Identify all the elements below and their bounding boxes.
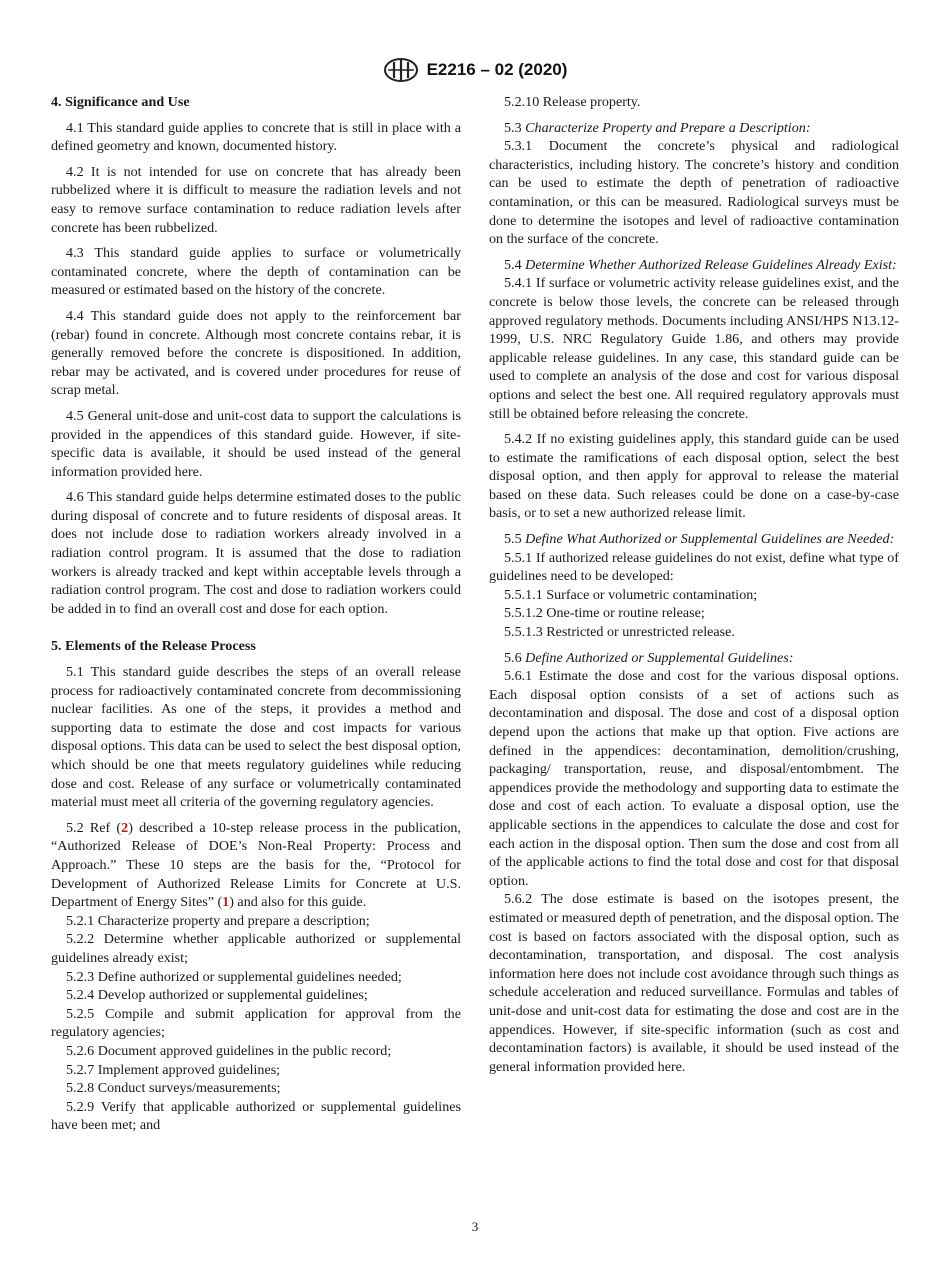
list-item: 5.5.1.1 Surface or volumetric contamination; <box>504 586 758 603</box>
subsection-heading: 5.4 Determine Whether Authorized Release Guidelines Already Exist: <box>504 256 897 273</box>
reference-link[interactable]: 2 <box>121 819 129 836</box>
standard-designation: E2216 – 02 (2020) <box>426 60 568 79</box>
list-item: 5.2.9 Verify that applicable authorized or supplemental guidelines have been met; and <box>51 1098 461 1134</box>
right-column <box>489 93 899 1076</box>
astm-logo-icon <box>383 57 419 83</box>
page-header <box>0 56 950 84</box>
subsection-heading: 5.3 Characterize Property and Prepare a Description: <box>504 119 811 136</box>
paragraph: 4.2 It is not intended for use on concrete that has already been rubbelized where it is difficult to measure the radiation levels and not easy to remove surface contamination to reduce radiation levels after concrete has been rubbelized. <box>51 163 461 236</box>
paragraph: 4.4 This standard guide does not apply to the reinforcement bar (rebar) found in concrete. Although most concrete contains rebar, it is generally removed before the concrete is dispositioned. In addition, rebar may be activated, and is covered under procedures for reuse of scrap metal. <box>51 307 461 399</box>
paragraph: 4.6 This standard guide helps determine estimated doses to the public during disposal of concrete and to future residents of disposal areas. It does not include dose to radiation workers already involved in a radiation control program. It is assumed that the dose to radiation workers is already tracked and kept within acceptable levels through a radiation control program. The cost and dose to radiation workers could be added in to find an overall cost and dose for each option. <box>51 489 461 617</box>
list-item: 5.2.7 Implement approved guidelines; <box>66 1061 281 1078</box>
subsection-heading: 5.5 Define What Authorized or Supplemental Guidelines are Needed: <box>504 531 895 548</box>
paragraph: 5.4.2 If no existing guidelines apply, this standard guide can be used to estimate the ramifications of each disposal option, select the best disposal option, and then apply for approval to release the material based on these data. Such releases could be done on a case-by-case basis, or to set a new authorized release limit. <box>489 431 899 522</box>
subsection-heading: 5.6 Define Authorized or Supplemental Guidelines: <box>504 649 794 666</box>
reference-link[interactable]: 1 <box>222 894 230 911</box>
list-item: 5.2.2 Determine whether applicable authorized or supplemental guidelines already exist; <box>51 931 461 966</box>
list-item: 5.2.5 Compile and submit application for approval from the regulatory agencies; <box>51 1005 461 1041</box>
paragraph: 4.3 This standard guide applies to surface or volumetrically contaminated concrete, where the depth of contamination can be measured or estimated based on the history of the concrete. <box>51 245 461 299</box>
list-item: 5.5.1.2 One-time or routine release; <box>504 605 705 622</box>
paragraph: 5.5.1 If authorized release guidelines do not exist, define what type of guidelines need to be developed: <box>489 549 899 585</box>
paragraph: 5.6.2 The dose estimate is based on the isotopes present, the estimated or measured depth of penetration, and the disposal option. The cost is based on factors associated with the disposal option, such as decontamination, transportation, and disposal. The cost analysis information here does not include cost avoidance through such things as schedule acceleration and reduced surveillance. Formulas and tables of unit-dose and unit-cost data for estimating the dose and cost are in the appendices. However, if site-specific information (such as cost and decontamination factors) is available, it should be used instead of the general information provided here. <box>489 891 899 1075</box>
left-column <box>51 93 461 1135</box>
list-item: 5.2.6 Document approved guidelines in the public record; <box>66 1042 392 1059</box>
list-item: 5.2.8 Conduct surveys/measurements; <box>66 1080 281 1097</box>
list-item: 5.2.10 Release property. <box>504 94 641 110</box>
paragraph: 4.5 General unit-dose and unit-cost data to support the calculations is provided in the appendices of this standard guide. However, if site-specific data is available, it should be used instead of the general information provided here. <box>51 407 461 480</box>
paragraph-5-2: 5.2 Ref (2) described a 10-step release process in the publication, “Authorized Release of DOE’s Non-Real Property: Process and Approach.” These 10 steps are the basis for the, “Protocol for Development of Authorized Release Limits for Concrete at U.S. Department of Energy Sites” (1) and also for this guide. <box>51 819 461 911</box>
list-item: 5.2.1 Characterize property and prepare a description; <box>66 912 370 929</box>
paragraph: 5.3.1 Document the concrete’s physical and radiological characteristics, including history. The concrete’s history and condition can be used to estimate the depth of penetration of radioactive contamination, or this can be measured. Radiological surveys must be done to determine the isotopes and level of radioactive contamination on the surface of the concrete. <box>489 138 899 248</box>
list-item: 5.5.1.3 Restricted or unrestricted release. <box>504 624 735 641</box>
list-item: 5.2.4 Develop authorized or supplemental guidelines; <box>66 987 368 1004</box>
paragraph: 5.6.1 Estimate the dose and cost for the various disposal options. Each disposal option consists of a set of actions such as decontamination and disposal. The dose and cost of a disposal option depend upon the actions that make up that option. Five actions are defined in the appendices: decontamination, demolition/crushing, packaging/ transportation, reuse, and disposal/entombment. The appendices provide the methodology and supporting data to estimate the dose and cost of each action. To evaluate a disposal option, use the applicable sections in the appendices to calculate the dose and cost for each action in the disposal option. Then sum the dose and cost from all of the applicable actions to find the total dose and cost for that disposal option. <box>489 668 899 889</box>
list-item: 5.2.3 Define authorized or supplemental guidelines needed; <box>66 968 402 985</box>
paragraph: 4.1 This standard guide applies to concrete that is still in place with a defined geometry and known, documented history. <box>51 119 461 155</box>
page-number: 3 <box>471 1219 479 1234</box>
paragraph: 5.4.1 If surface or volumetric activity release guidelines exist, and the concrete is below those levels, the concrete can be released through approved regulatory methods. Documents including ANSI/HPS N13.12-1999, U.S. NRC Regulatory Guide 1.86, and others may provide applicable release guidelines. In any case, this standard guide can be used to complete an analysis of the dose and cost for various disposal options and select the best one. All required regulatory approvals must still be obtained before releasing the concrete. <box>489 275 899 422</box>
section-heading: 5. Elements of the Release Process <box>51 638 256 655</box>
section-heading: 4. Significance and Use <box>51 94 190 110</box>
paragraph: 5.1 This standard guide describes the steps of an overall release process for radioactively contaminated concrete from decommissioning nuclear facilities. As one of the steps, it provides a method and supporting data to estimate the dose and cost impacts for various disposal options. This data can be used to select the best disposal option, which should be one that meets regulatory guidelines while reducing dose and cost. Release of any surface or volumetrically contaminated material must meet all criteria of the governing regulatory agencies. <box>51 664 461 811</box>
